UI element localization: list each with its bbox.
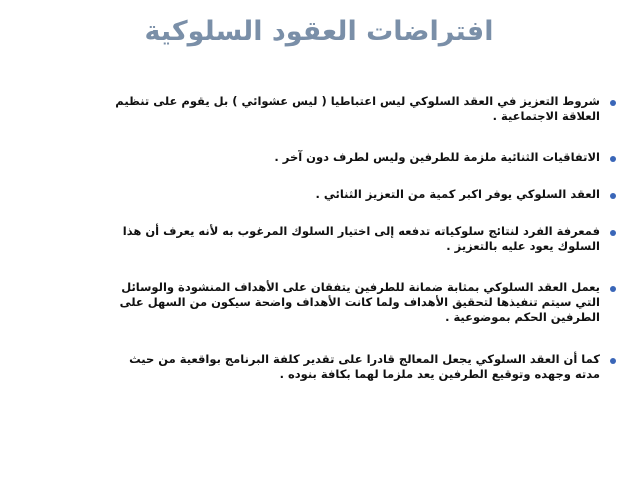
bullet-item-4 [104,224,616,254]
bullet-dot-icon [610,286,616,292]
bullet-item-1 [104,94,616,124]
bullet-dot-icon [610,358,616,364]
bullet-text: يعمل العقد السلوكي بمثابة ضمانة للطرفين يتفقان على الأهداف المنشودة والوسائل التي سيتم تنفيذها لتحقيق الأهداف ولما كانت الأهداف واضحة سيكون من السهل على الطرفين الحكم بموضوعية . [119,280,600,324]
bullet-dot-icon [610,193,616,199]
bullet-text: فمعرفة الفرد لنتائج سلوكياته تدفعه إلى اختيار السلوك المرغوب به لأنه يعرف أن هذا السلوك يعود عليه بالتعزيز . [122,224,600,253]
bullet-item-3 [104,187,616,202]
bullet-dot-icon [610,230,616,236]
bullet-text: كما أن العقد السلوكي يجعل المعالج قادرا على تقدير كلفة البرنامج بواقعية من حيث مدته وجهده وتوقيع الطرفين يعد ملزما لهما بكافة بنوده . [129,352,600,381]
slide-title: افتراضات العقود السلوكية [144,16,494,47]
bullet-item-6 [104,352,616,382]
bullet-list [104,88,616,382]
bullet-text: العقد السلوكي يوفر اكبر كمية من التعزيز الثنائي . [315,187,600,201]
bullet-dot-icon [610,156,616,162]
bullet-item-5 [104,280,616,325]
bullet-text: شروط التعزيز في العقد السلوكي ليس اعتباطيا ( ليس عشوائي ) بل يقوم على تنظيم العلاقة الاجتماعية . [115,94,600,123]
bullet-text: الاتفاقيات الثنائية ملزمة للطرفين وليس لطرف دون آخر . [274,150,600,164]
bullet-item-2 [104,150,616,165]
bullet-dot-icon [610,100,616,106]
